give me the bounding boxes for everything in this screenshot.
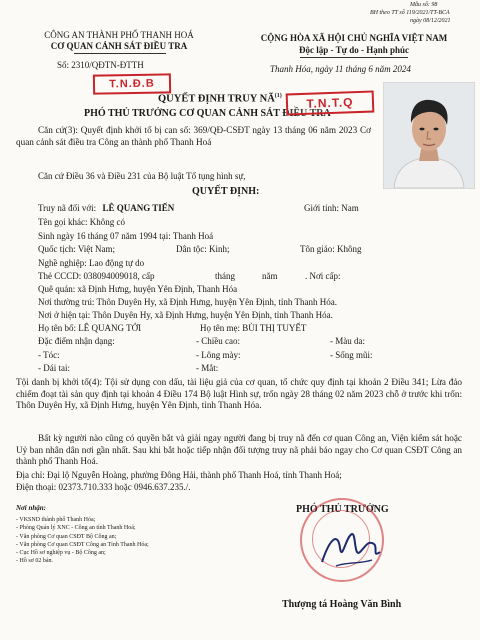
feature-hair: - Tóc: <box>38 350 60 360</box>
recipients-list <box>16 516 149 566</box>
recipient-item: - VKSND thành phố Thanh Hóa; <box>16 517 96 523</box>
basis-law: Căn cứ Điều 36 và Điều 231 của Bộ luật Tố tụng hình sự, <box>38 171 246 181</box>
person-portrait-icon <box>384 83 474 188</box>
agency-address: Địa chỉ: Đại lộ Nguyễn Hoàng, phường Đông Hải, thành phố Thanh Hoá, tỉnh Thanh Hoá; <box>16 470 342 480</box>
agency-name: CƠ QUAN CẢNH SÁT ĐIỀU TRA <box>50 41 188 51</box>
id-card: Thẻ CCCD: 038094009018, cấp <box>38 271 155 281</box>
feature-ears: - Dái tai: <box>38 363 70 373</box>
place-date: Thanh Hóa, ngày 11 tháng 6 năm 2024 <box>270 64 411 74</box>
document-number: Số: 2310/QĐTN-ĐTTH <box>57 60 144 70</box>
features-heading: Đặc điểm nhận dạng: <box>38 336 115 346</box>
wanted-name: LÊ QUANG TIẾN <box>102 203 175 213</box>
gender: Giới tính: Nam <box>304 203 359 213</box>
signer-name: Thượng tá Hoàng Văn Bình <box>282 599 402 610</box>
feature-height: - Chiều cao: <box>196 336 240 346</box>
occupation: Nghề nghiệp: Lao động tự do <box>38 258 145 268</box>
recipient-item: - Văn phòng Cơ quan CSĐT Bộ Công an; <box>16 533 117 540</box>
stamp-tntq: T.N.T.Q <box>286 90 375 115</box>
agency-parent: CÔNG AN THÀNH PHỐ THANH HOÁ <box>44 30 194 40</box>
id-issue-month: tháng <box>215 271 235 281</box>
feature-eyebrows: - Lông mày: <box>196 350 241 360</box>
alias: Tên gọi khác: Không có <box>38 217 125 227</box>
form-number: Mẫu số: 98 <box>410 2 438 8</box>
recipient-item: - Phòng Quản lý XNC - Công an tỉnh Thanh Hoá; <box>16 525 136 532</box>
signature-title: PHÓ THỦ TRƯỞNG <box>296 504 389 515</box>
mother-name: Họ tên mẹ: BÙI THỊ TUYẾT <box>200 323 307 333</box>
date-of-birth: Sinh ngày 16 tháng 07 năm 1994 tại: Thanh Hoá <box>38 231 214 241</box>
motto-underline <box>300 57 408 58</box>
signature-icon <box>316 518 386 578</box>
id-issue-year: năm <box>262 271 278 281</box>
nation-motto: Độc lập - Tự do - Hạnh phúc <box>298 45 409 55</box>
form-date: ngày 08/12/2021 <box>410 18 451 24</box>
feature-nose: - Sống mũi: <box>330 350 373 360</box>
ethnicity: Dân tộc: Kinh; <box>176 244 230 254</box>
form-legal-basis: BH theo TT số 119/2021/TT-BCA <box>370 10 450 16</box>
agency-underline <box>74 53 166 54</box>
basis-decision: Căn cứ(3): Quyết định khởi tố bị can số: 369/QĐ-CSĐT ngày 13 tháng 06 năm 2023 Cơ quan cảnh sát điều tra Công an thành phố Thanh Hoá <box>16 125 371 147</box>
recipient-item: - Cục Hồ sơ nghiệp vụ - Bộ Công an; <box>16 550 106 557</box>
hometown: Quê quán: xã Định Hưng, huyện Yên Định, Thanh Hóa <box>38 284 238 294</box>
current-address: Nơi ở hiện tại: Thôn Duyên Hy, xã Định Hưng, huyện Yên Định, tỉnh Thanh Hóa. <box>38 310 333 320</box>
document-title: QUYẾT ĐỊNH TRUY NÃ$^{(1)}$ <box>158 93 282 105</box>
recipients-heading: Nơi nhận: <box>16 504 47 512</box>
stamp-tndb: T.N.Đ.B <box>93 73 171 94</box>
agency-phone: Điện thoại: 02373.710.333 hoặc 0946.637.235./. <box>16 482 191 492</box>
nation-name: CỘNG HÒA XÃ HỘI CHỦ NGHĨA VIỆT NAM <box>260 33 448 43</box>
permanent-address: Nơi thường trú: Thôn Duyên Hy, xã Định Hưng, huyện Yên Định, tỉnh Thanh Hóa. <box>38 297 337 307</box>
charge-paragraph: Tội danh bị khởi tố(4): Tội sử dụng con dấu, tài liệu giả của cơ quan, tổ chức quy định tại khoản 2 Điều 341; Lừa đảo chiếm đoạt tài sản quy định tại khoản 4 Điều 174 Bộ luật Hình sự, trốn ngày 28 tháng 02 năm 2023 chỗ ở trước khi trốn: Thôn Duyên Hy, xã Định Hưng, huyện Yên Định, tỉnh Thanh Hóa. <box>16 377 462 410</box>
feature-skin: - Màu da: <box>330 336 365 346</box>
issuer-title: PHÓ THỦ TRƯỞNG CƠ QUAN CẢNH SÁT ĐIỀU TRA <box>84 108 331 119</box>
recipient-item: - Hồ sơ 02 bản. <box>16 558 54 565</box>
nationality: Quốc tịch: Việt Nam; <box>38 244 116 254</box>
call-to-action: Bất kỳ người nào cũng có quyền bắt và giải ngay người đang bị truy nã đến cơ quan Công an, Viện kiểm sát hoặc Uỷ ban nhân dân nơi gần nhất. Sau khi bắt hoặc tiếp nhận đối tượng truy nã phải báo ngay cho Cơ quan CSĐT Công an thành phố Thanh Hoá. <box>16 433 462 466</box>
suspect-photo <box>383 82 475 189</box>
recipient-item: - Văn phòng Cơ quan CSĐT Công an Tỉnh Thanh Hóa; <box>16 541 149 548</box>
id-issue-place: . Nơi cấp: <box>305 271 341 281</box>
feature-eyes: - Mắt: <box>196 363 219 373</box>
religion: Tôn giáo: Không <box>300 244 362 254</box>
wanted-person: Truy nã đối với: LÊ QUANG TIẾN <box>38 203 175 213</box>
decision-heading: QUYẾT ĐỊNH: <box>192 186 260 197</box>
father-name: Họ tên bố: LÊ QUANG TỚI <box>38 323 142 333</box>
